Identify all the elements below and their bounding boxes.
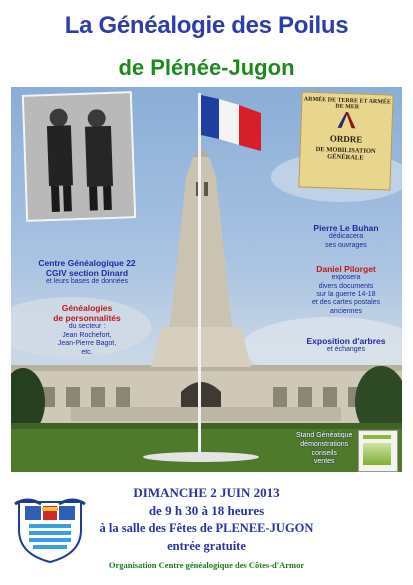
pilorget-sub3: sur la guerre 14-18 bbox=[316, 290, 376, 298]
stand-line1: Stand Généatique bbox=[296, 432, 353, 439]
stand-line2: démonstrations bbox=[300, 440, 349, 448]
cgiv-heading2: CGIV section Dinard bbox=[45, 268, 129, 279]
buhan-heading: Pierre Le Buhan bbox=[313, 223, 379, 233]
pilorget-sub: exposera bbox=[331, 274, 361, 282]
pilorget-sub4: et des cartes postales bbox=[311, 299, 381, 307]
event-entry: entrée gratuite bbox=[167, 539, 246, 553]
exposition-block bbox=[291, 336, 401, 355]
mobilisation-poster bbox=[298, 91, 393, 190]
buhan-block bbox=[291, 223, 401, 250]
cgiv-sub: et leurs bases de données bbox=[45, 278, 129, 286]
exposition-sub: et échanges bbox=[326, 346, 366, 354]
event-date: DIMANCHE 2 JUIN 2013 bbox=[133, 485, 280, 500]
genealogies-heading2: de personnalités bbox=[53, 313, 121, 324]
buhan-sub: dédicacera bbox=[328, 233, 364, 241]
stand-line4: ventes bbox=[313, 458, 335, 466]
event-hours: de 9 h 30 à 18 heures bbox=[148, 503, 265, 518]
pilorget-heading: Daniel Pilorget bbox=[316, 264, 376, 274]
pilorget-sub5: anciennes bbox=[330, 307, 362, 315]
poster-title: La Généalogie des Poilus bbox=[64, 12, 349, 39]
event-place: à la salle des Fêtes de PLENEE-JUGON bbox=[99, 521, 314, 535]
soldiers-photo bbox=[22, 91, 136, 222]
doc-header: ARMÉE DE TERRE ET ARMÉE DE MER bbox=[303, 96, 392, 111]
genealogies-heading: Généalogies bbox=[61, 303, 113, 313]
stand-line3: conseils bbox=[311, 449, 337, 457]
pilorget-block bbox=[291, 264, 401, 316]
poster-image bbox=[11, 87, 402, 472]
genealogies-block bbox=[27, 303, 147, 357]
doc-mobilisation: DE MOBILISATION GÉNÉRALE bbox=[315, 145, 376, 162]
genealogies-sub: du secteur : bbox=[68, 323, 106, 331]
exposition-heading: Exposition d'arbres bbox=[306, 336, 386, 346]
genealogies-sub3: Jean-Pierre Bagot, bbox=[57, 340, 117, 348]
pilorget-sub2: divers documents bbox=[318, 282, 374, 290]
genealogies-sub2: Jean Rochefort, bbox=[62, 331, 112, 339]
software-box-icon bbox=[358, 430, 398, 472]
flags-icon bbox=[301, 108, 392, 131]
genealogies-sub4: etc. bbox=[81, 348, 93, 356]
buhan-sub2: ses ouvrages bbox=[325, 241, 367, 249]
cgiv-heading: Centre Généalogique 22 bbox=[38, 258, 136, 268]
organizer-line: Organisation Centre généalogique des Côtes-d'Armor bbox=[108, 560, 305, 570]
poster-subtitle: de Plénée-Jugon bbox=[118, 55, 295, 80]
stand-geneatique bbox=[296, 432, 352, 467]
doc-ordre: ORDRE bbox=[329, 133, 363, 145]
cgiv-block bbox=[27, 258, 147, 287]
